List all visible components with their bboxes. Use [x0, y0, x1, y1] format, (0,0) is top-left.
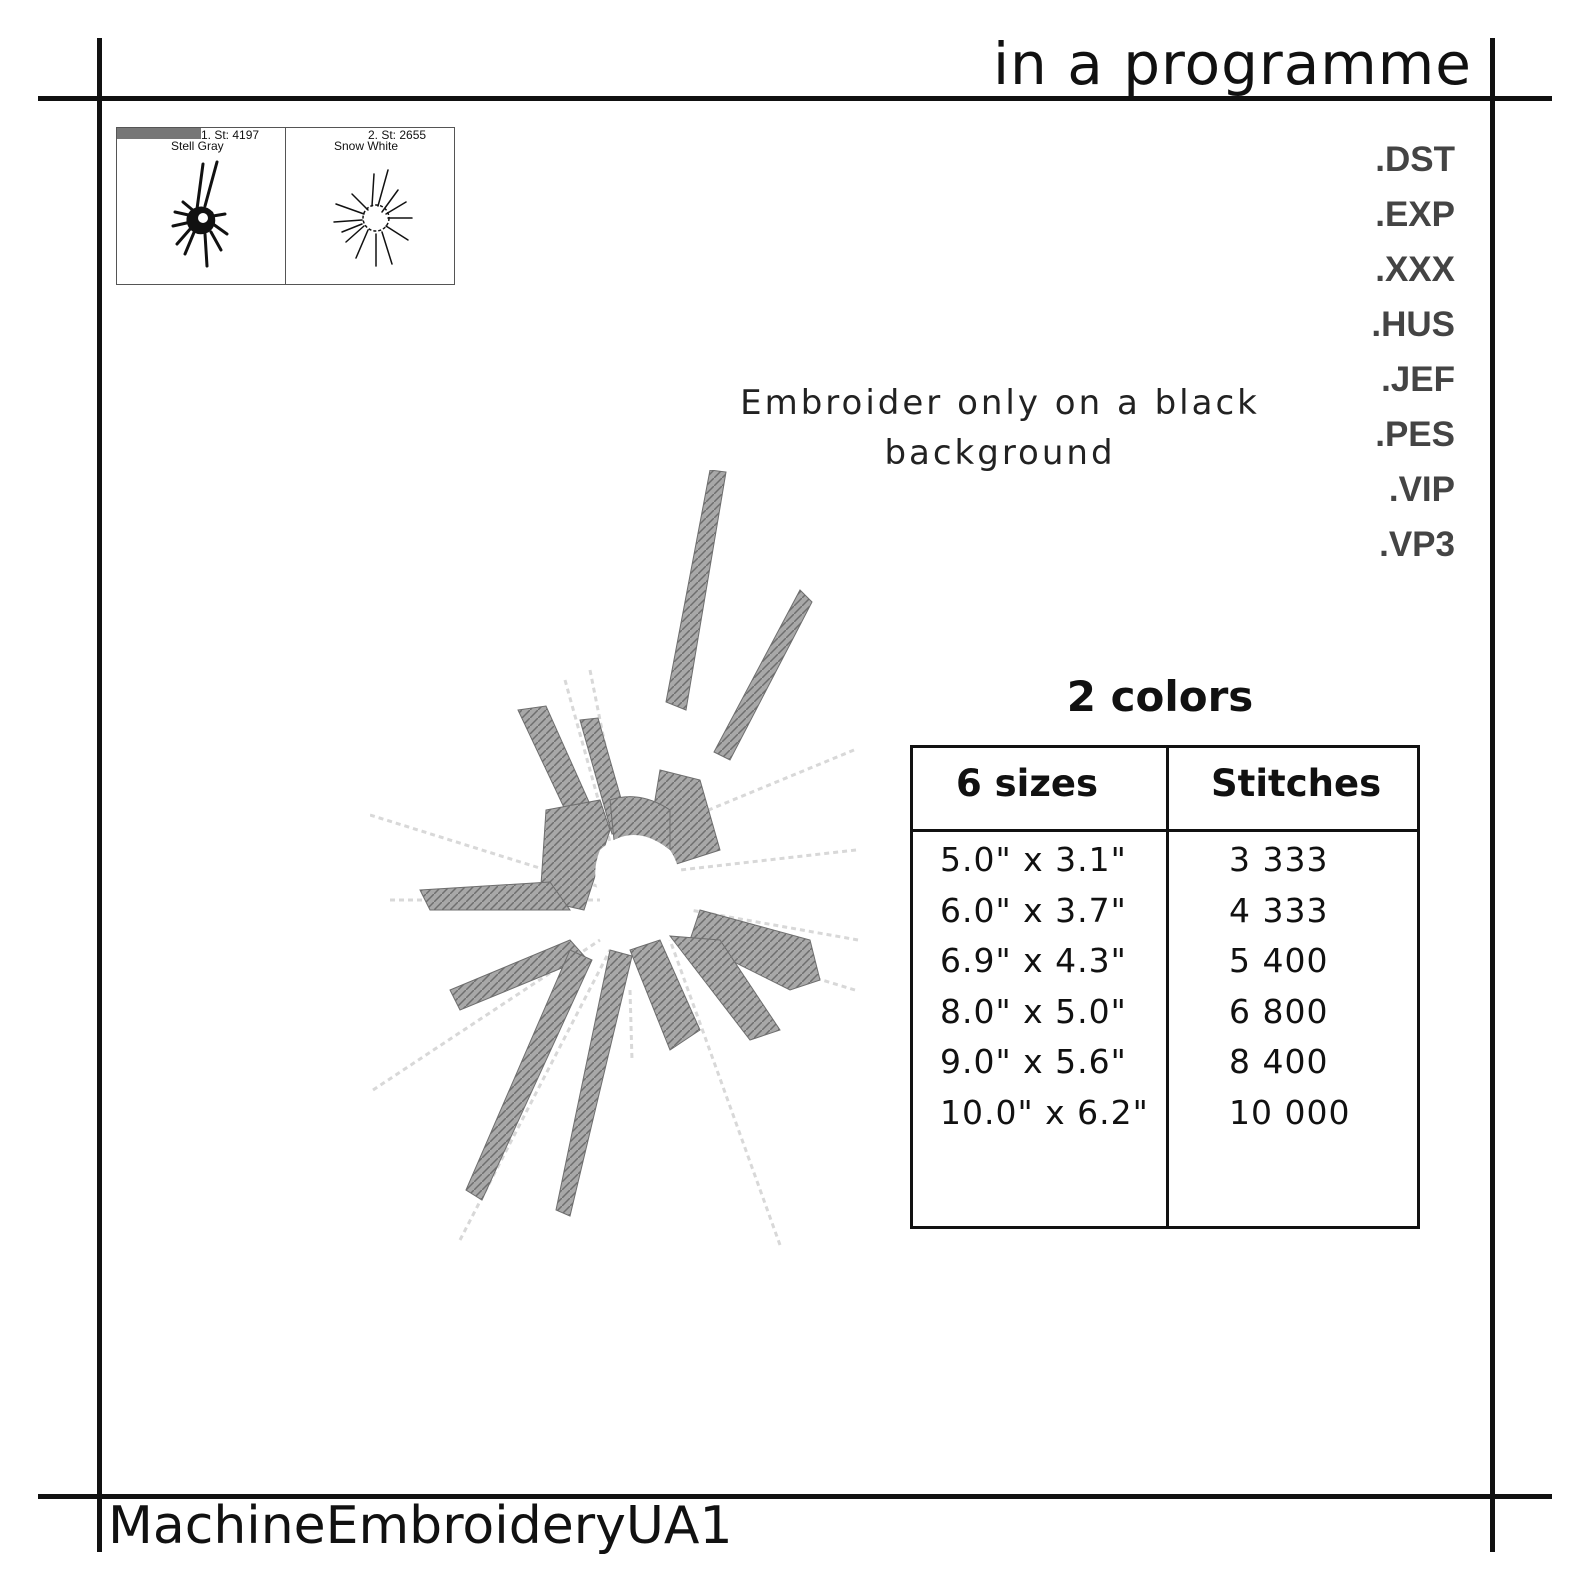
format-vp3: .VP3: [1379, 525, 1455, 564]
swatch-color-name: Snow White: [334, 139, 399, 153]
stitch-cell: 3 333: [1229, 840, 1329, 879]
format-hus: .HUS: [1371, 305, 1455, 344]
stitch-cell: 6 800: [1229, 991, 1329, 1031]
color-swatch-2[interactable]: [285, 128, 454, 284]
swatch-color-name: Stell Gray: [171, 139, 224, 153]
frame-line-right: [1490, 38, 1495, 1552]
background-note: [700, 378, 1300, 478]
table-row: [913, 891, 1417, 942]
size-cell: 10.0" x 6.2": [940, 1092, 1149, 1132]
table-row: [913, 1093, 1417, 1144]
stitch-cell: 5 400: [1229, 941, 1329, 980]
format-pes: .PES: [1375, 415, 1455, 454]
colors-count-heading: 2 colors: [1066, 672, 1254, 721]
table-row: [913, 941, 1417, 992]
note-line-2: background: [884, 433, 1116, 473]
color-bar: [117, 128, 201, 139]
size-cell: 5.0" x 3.1": [940, 840, 1127, 879]
color-swatch-1[interactable]: [117, 128, 285, 284]
format-dst: .DST: [1375, 140, 1455, 179]
table-row: [913, 992, 1417, 1043]
stitch-cell: 4 333: [1229, 890, 1329, 930]
table-header-stitches: Stitches: [1211, 762, 1382, 805]
table-divider-horizontal: [913, 829, 1417, 832]
format-list: [1371, 132, 1455, 572]
table-row: [913, 840, 1417, 891]
format-exp: .EXP: [1375, 195, 1455, 234]
broken-glass-embroidery-icon: [370, 470, 870, 1270]
header-title: in a programme: [992, 30, 1472, 98]
format-xxx: .XXX: [1375, 250, 1455, 289]
swatch-stitch-label: 2. St: 2655: [368, 128, 427, 142]
swatch-thumbnail-white-icon: [328, 154, 418, 274]
size-cell: 9.0" x 5.6": [940, 1042, 1127, 1081]
table-row: [913, 1042, 1417, 1093]
table-header-sizes: 6 sizes: [956, 762, 1098, 805]
stitch-cell: 8 400: [1229, 1042, 1329, 1081]
color-panel: [116, 127, 455, 285]
frame-line-left: [97, 38, 102, 1552]
swatch-thumbnail-gray-icon: [155, 154, 245, 274]
stitch-cell: 10 000: [1229, 1092, 1351, 1132]
format-vip: .VIP: [1388, 470, 1455, 509]
size-table: [910, 745, 1420, 1229]
swatch-stitch-label: 1. St: 4197: [201, 128, 260, 142]
size-cell: 6.9" x 4.3": [940, 941, 1127, 980]
format-jef: .JEF: [1381, 360, 1455, 399]
table-rows: [913, 840, 1417, 1143]
brand-name: MachineEmbroideryUA1: [108, 1496, 733, 1556]
size-cell: 8.0" x 5.0": [940, 991, 1127, 1031]
note-line-1: Embroider only on a black: [740, 383, 1260, 423]
size-cell: 6.0" x 3.7": [940, 890, 1127, 930]
